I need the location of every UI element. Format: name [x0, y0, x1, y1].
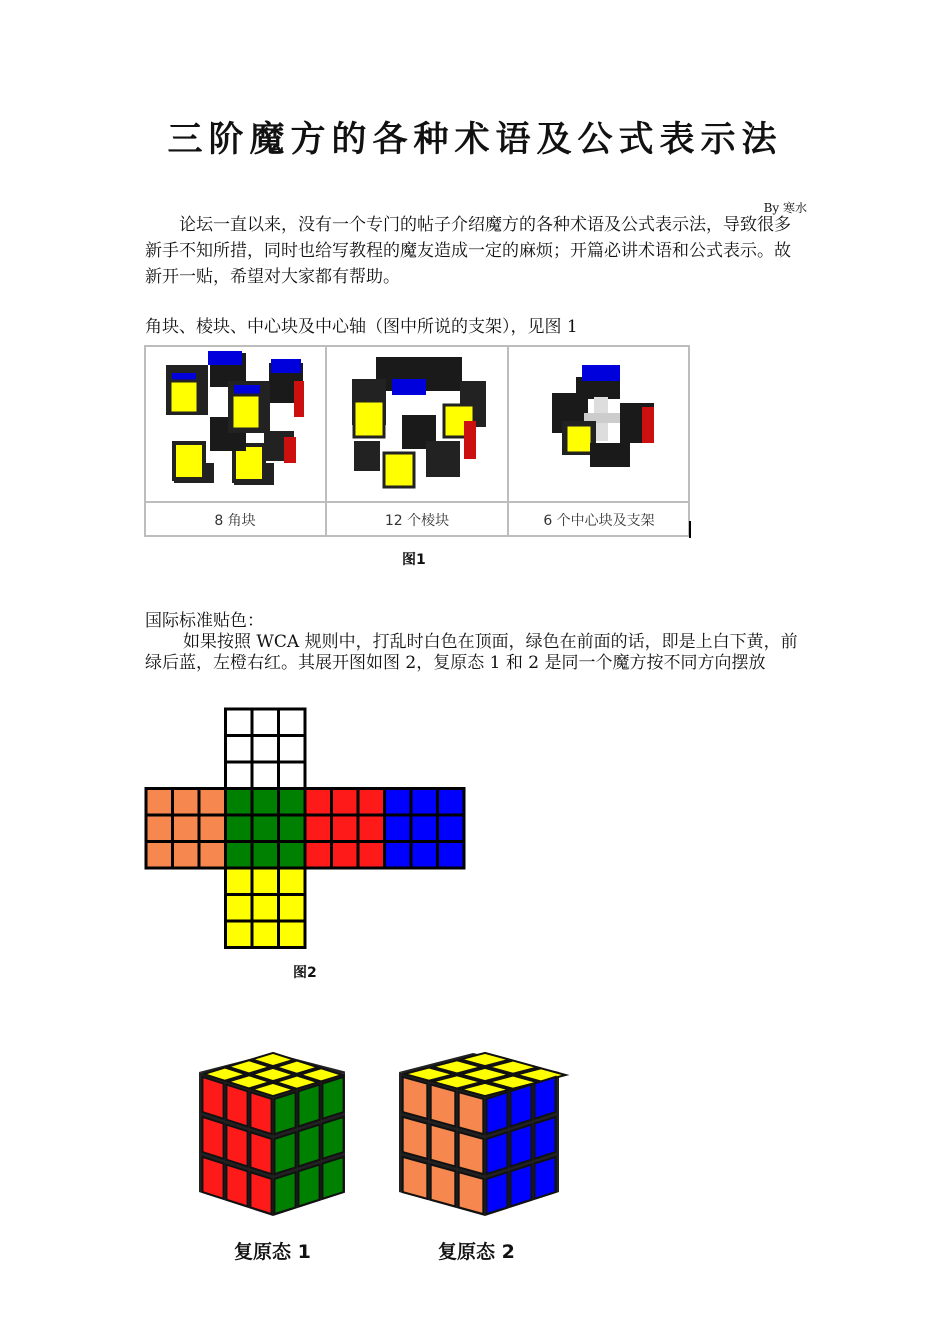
net-sticker-orange: [173, 815, 200, 842]
cube-sticker-red: [202, 1117, 223, 1159]
cube-sticker-red: [202, 1077, 223, 1119]
section1-text: 角块、棱块、中心块及中心轴（图中所说的支架），见图 1: [145, 317, 578, 337]
net-sticker-blue: [411, 842, 438, 869]
fig1-label-edges: 12 个棱块: [384, 513, 450, 529]
net-sticker-green: [279, 842, 306, 869]
cube-sticker-orange: [403, 1077, 428, 1119]
net-sticker-orange: [199, 842, 226, 869]
figure1-caption: 图1: [402, 552, 426, 568]
net-sticker-orange: [146, 815, 173, 842]
cube-sticker-green: [274, 1132, 295, 1174]
net-sticker-yellow: [226, 868, 253, 895]
cube-sticker-orange: [459, 1092, 484, 1134]
cube-sticker-orange: [403, 1157, 428, 1199]
cube-sticker-green: [322, 1077, 343, 1119]
net-sticker-white: [252, 762, 279, 789]
cube-sticker-green: [274, 1172, 295, 1214]
net-sticker-white: [226, 762, 253, 789]
net-sticker-white: [279, 762, 306, 789]
net-sticker-blue: [438, 789, 465, 816]
net-sticker-orange: [199, 815, 226, 842]
net-sticker-orange: [199, 789, 226, 816]
net-sticker-blue: [385, 815, 412, 842]
net-sticker-yellow: [226, 895, 253, 922]
fig1-label-centers: 6 个中心块及支架: [543, 513, 655, 529]
net-sticker-red: [332, 842, 359, 869]
net-sticker-blue: [411, 789, 438, 816]
cube-sticker-orange: [431, 1165, 456, 1207]
net-sticker-orange: [173, 789, 200, 816]
cube-sticker-red: [226, 1125, 247, 1167]
net-sticker-yellow: [252, 895, 279, 922]
figure2-caption: 图2: [293, 965, 317, 981]
cube-sticker-blue: [510, 1125, 531, 1167]
document-title: 三阶魔方的各种术语及公式表示法: [167, 119, 783, 160]
net-sticker-red: [358, 842, 385, 869]
net-sticker-blue: [438, 842, 465, 869]
cube-sticker-blue: [534, 1117, 555, 1159]
cube-sticker-red: [250, 1172, 271, 1214]
figure2-cube-net: [144, 707, 468, 951]
cube-sticker-green: [298, 1125, 319, 1167]
net-sticker-white: [252, 736, 279, 763]
cube-sticker-orange: [431, 1085, 456, 1127]
net-sticker-white: [279, 709, 306, 736]
net-sticker-orange: [146, 789, 173, 816]
net-sticker-yellow: [252, 868, 279, 895]
net-sticker-green: [252, 815, 279, 842]
figure1-pieces: [144, 345, 692, 540]
cube-sticker-red: [226, 1165, 247, 1207]
cube-sticker-green: [274, 1092, 295, 1134]
section2-text: 如果按照 WCA 规则中，打乱时白色在顶面，绿色在前面的话，即是上白下黄，前绿后蓝，左橙右红。其展开图如图 2，复原态 1 和 2 是同一个魔方按不同方向摆放: [145, 632, 798, 673]
cube-sticker-blue: [510, 1085, 531, 1127]
net-sticker-yellow: [279, 895, 306, 922]
cube-sticker-orange: [431, 1125, 456, 1167]
cube-sticker-green: [298, 1085, 319, 1127]
net-sticker-red: [332, 789, 359, 816]
net-sticker-white: [252, 709, 279, 736]
net-sticker-white: [279, 736, 306, 763]
cube-sticker-blue: [486, 1172, 507, 1214]
net-sticker-blue: [411, 815, 438, 842]
solved-state-2-caption: 复原态 2: [438, 1241, 515, 1263]
net-sticker-white: [226, 736, 253, 763]
cube-sticker-orange: [459, 1132, 484, 1174]
section2-heading: 国际标准贴色：: [145, 611, 264, 631]
net-sticker-green: [226, 789, 253, 816]
net-sticker-red: [332, 815, 359, 842]
solved-cube-2: [399, 1053, 566, 1216]
net-sticker-green: [252, 789, 279, 816]
net-sticker-yellow: [279, 921, 306, 948]
intro-paragraph: 论坛一直以来，没有一个专门的帖子介绍魔方的各种术语及公式表示法，导致很多新手不知所措，同时也给写教程的魔友造成一定的麻烦；开篇必讲术语和公式表示。故新开一贴，希望对大家都有帮助。: [145, 215, 791, 287]
net-sticker-blue: [438, 815, 465, 842]
cube-sticker-blue: [534, 1077, 555, 1119]
solved-cube-1: [199, 1053, 355, 1223]
cube-sticker-orange: [403, 1117, 428, 1159]
net-sticker-red: [358, 815, 385, 842]
net-sticker-red: [305, 815, 332, 842]
net-sticker-green: [252, 842, 279, 869]
cube-sticker-red: [226, 1085, 247, 1127]
net-sticker-green: [279, 789, 306, 816]
cube-sticker-blue: [486, 1092, 507, 1134]
fig1-label-corners: 8 角块: [214, 513, 256, 529]
byline: By 寒水: [763, 201, 807, 215]
net-sticker-green: [279, 815, 306, 842]
net-sticker-red: [358, 789, 385, 816]
cube-sticker-red: [202, 1157, 223, 1199]
net-sticker-green: [226, 842, 253, 869]
net-sticker-yellow: [279, 868, 306, 895]
net-sticker-yellow: [252, 921, 279, 948]
cube-sticker-green: [322, 1157, 343, 1199]
net-sticker-white: [226, 709, 253, 736]
net-sticker-orange: [146, 842, 173, 869]
net-sticker-red: [305, 789, 332, 816]
net-sticker-blue: [385, 789, 412, 816]
net-sticker-yellow: [226, 921, 253, 948]
cube-sticker-green: [298, 1165, 319, 1207]
cube-sticker-green: [322, 1117, 343, 1159]
net-sticker-blue: [385, 842, 412, 869]
cube-sticker-blue: [534, 1157, 555, 1199]
cube-sticker-orange: [459, 1172, 484, 1214]
net-sticker-orange: [173, 842, 200, 869]
net-sticker-red: [305, 842, 332, 869]
net-sticker-green: [226, 815, 253, 842]
figure3-solved-cubes: [195, 1048, 575, 1223]
cube-sticker-red: [250, 1132, 271, 1174]
solved-state-1-caption: 复原态 1: [234, 1241, 311, 1263]
cube-sticker-red: [250, 1092, 271, 1134]
cube-sticker-blue: [486, 1132, 507, 1174]
cube-sticker-blue: [510, 1165, 531, 1207]
